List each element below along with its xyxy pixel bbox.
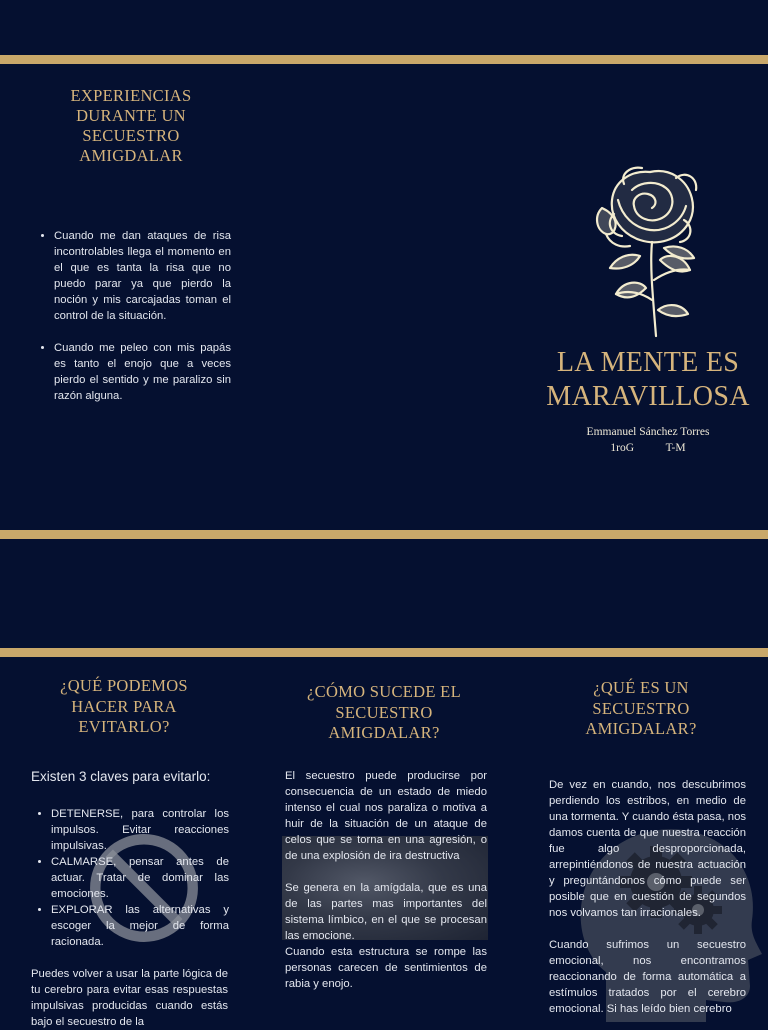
what-title: ¿QUÉ ES UN SECUESTRO AMIGDALAR? [585,678,697,738]
what-text [549,777,746,1017]
gold-band-lower [0,648,768,657]
experiences-list [32,228,231,404]
list-item: • Cuando me dan ataques de risa incontrolables llega el momento en el que es tanta la risa que no puedo parar ya que pierdo la noción y mis carcajadas toman el control de la situación. [54,228,231,324]
gold-band-middle [0,530,768,539]
how-title: ¿CÓMO SUCEDE EL SECUESTRO AMIGDALAR? [307,682,461,742]
list-item: • CALMARSE, pensar antes de actuar. Tratar de dominar las emociones. [51,854,229,902]
group-label: 1roG [610,442,635,454]
list-item: • EXPLORAR las alternativas y escoger la mejor de forma racionada. [51,902,229,950]
experiences-title: EXPERIENCIAS DURANTE UN SECUESTRO AMIGDALAR [70,86,192,165]
brochure-title: LA MENTE ES MARAVILLOSA [546,347,750,412]
group-line [548,442,748,454]
gold-band-top [0,55,768,64]
prevent-list [29,806,229,950]
how-paragraph-1: El secuestro puede producirse por consecuencia de un estado de miedo intenso el cual nos paraliza o motiva a huir de la situación de un ataque de celos que se torna en una agresión, o de una explosión de ira destructiva [285,770,487,862]
what-paragraph-2: Cuando sufrimos un secuestro emocional, nos encontramos reaccionando de forma automática a estímulos tratados por el cerebro emocional. Si has leído bien cerebro [549,939,746,1015]
prevent-closing: Puedes volver a usar la parte lógica de tu cerebro para evitar esas respuestas impulsivas producidas cuando estás bajo el secuestro de la [31,968,228,1028]
prevent-intro: Existen 3 claves para evitarlo: [31,769,211,784]
rose-icon [580,160,720,340]
list-item: • DETENERSE, para controlar los impulsos. Evitar reacciones impulsivas. [51,806,229,854]
what-paragraph-1: De vez en cuando, nos descubrimos perdiendo los estribos, en medio de una tormenta. Y cuando ésta pasa, nos damos cuenta de que nuestra reacción fue algo desproporcionada, arrepintiéndonos de nuestra actuación y preguntándonos cómo puede ser posible que en cuestión de segundos nos volvamos tan irracionales. [549,779,746,919]
how-text [285,768,487,992]
shift-label: T-M [665,442,686,454]
prevent-title: ¿QUÉ PODEMOS HACER PARA EVITARLO? [60,676,188,736]
author-name: Emmanuel Sánchez Torres [586,426,710,438]
how-paragraph-2: Se genera en la amígdala, que es una de las partes mas importantes del sistema límbico, en el que se procesan las emocione. [285,882,487,942]
list-item: • Cuando me peleo con mis papás es tanto el enojo que a veces pierdo el sentido y me paralizo sin razón alguna. [54,340,231,404]
how-paragraph-3: Cuando esta estructura se rompe las personas carecen de sentimientos de rabia y enojo. [285,946,487,990]
